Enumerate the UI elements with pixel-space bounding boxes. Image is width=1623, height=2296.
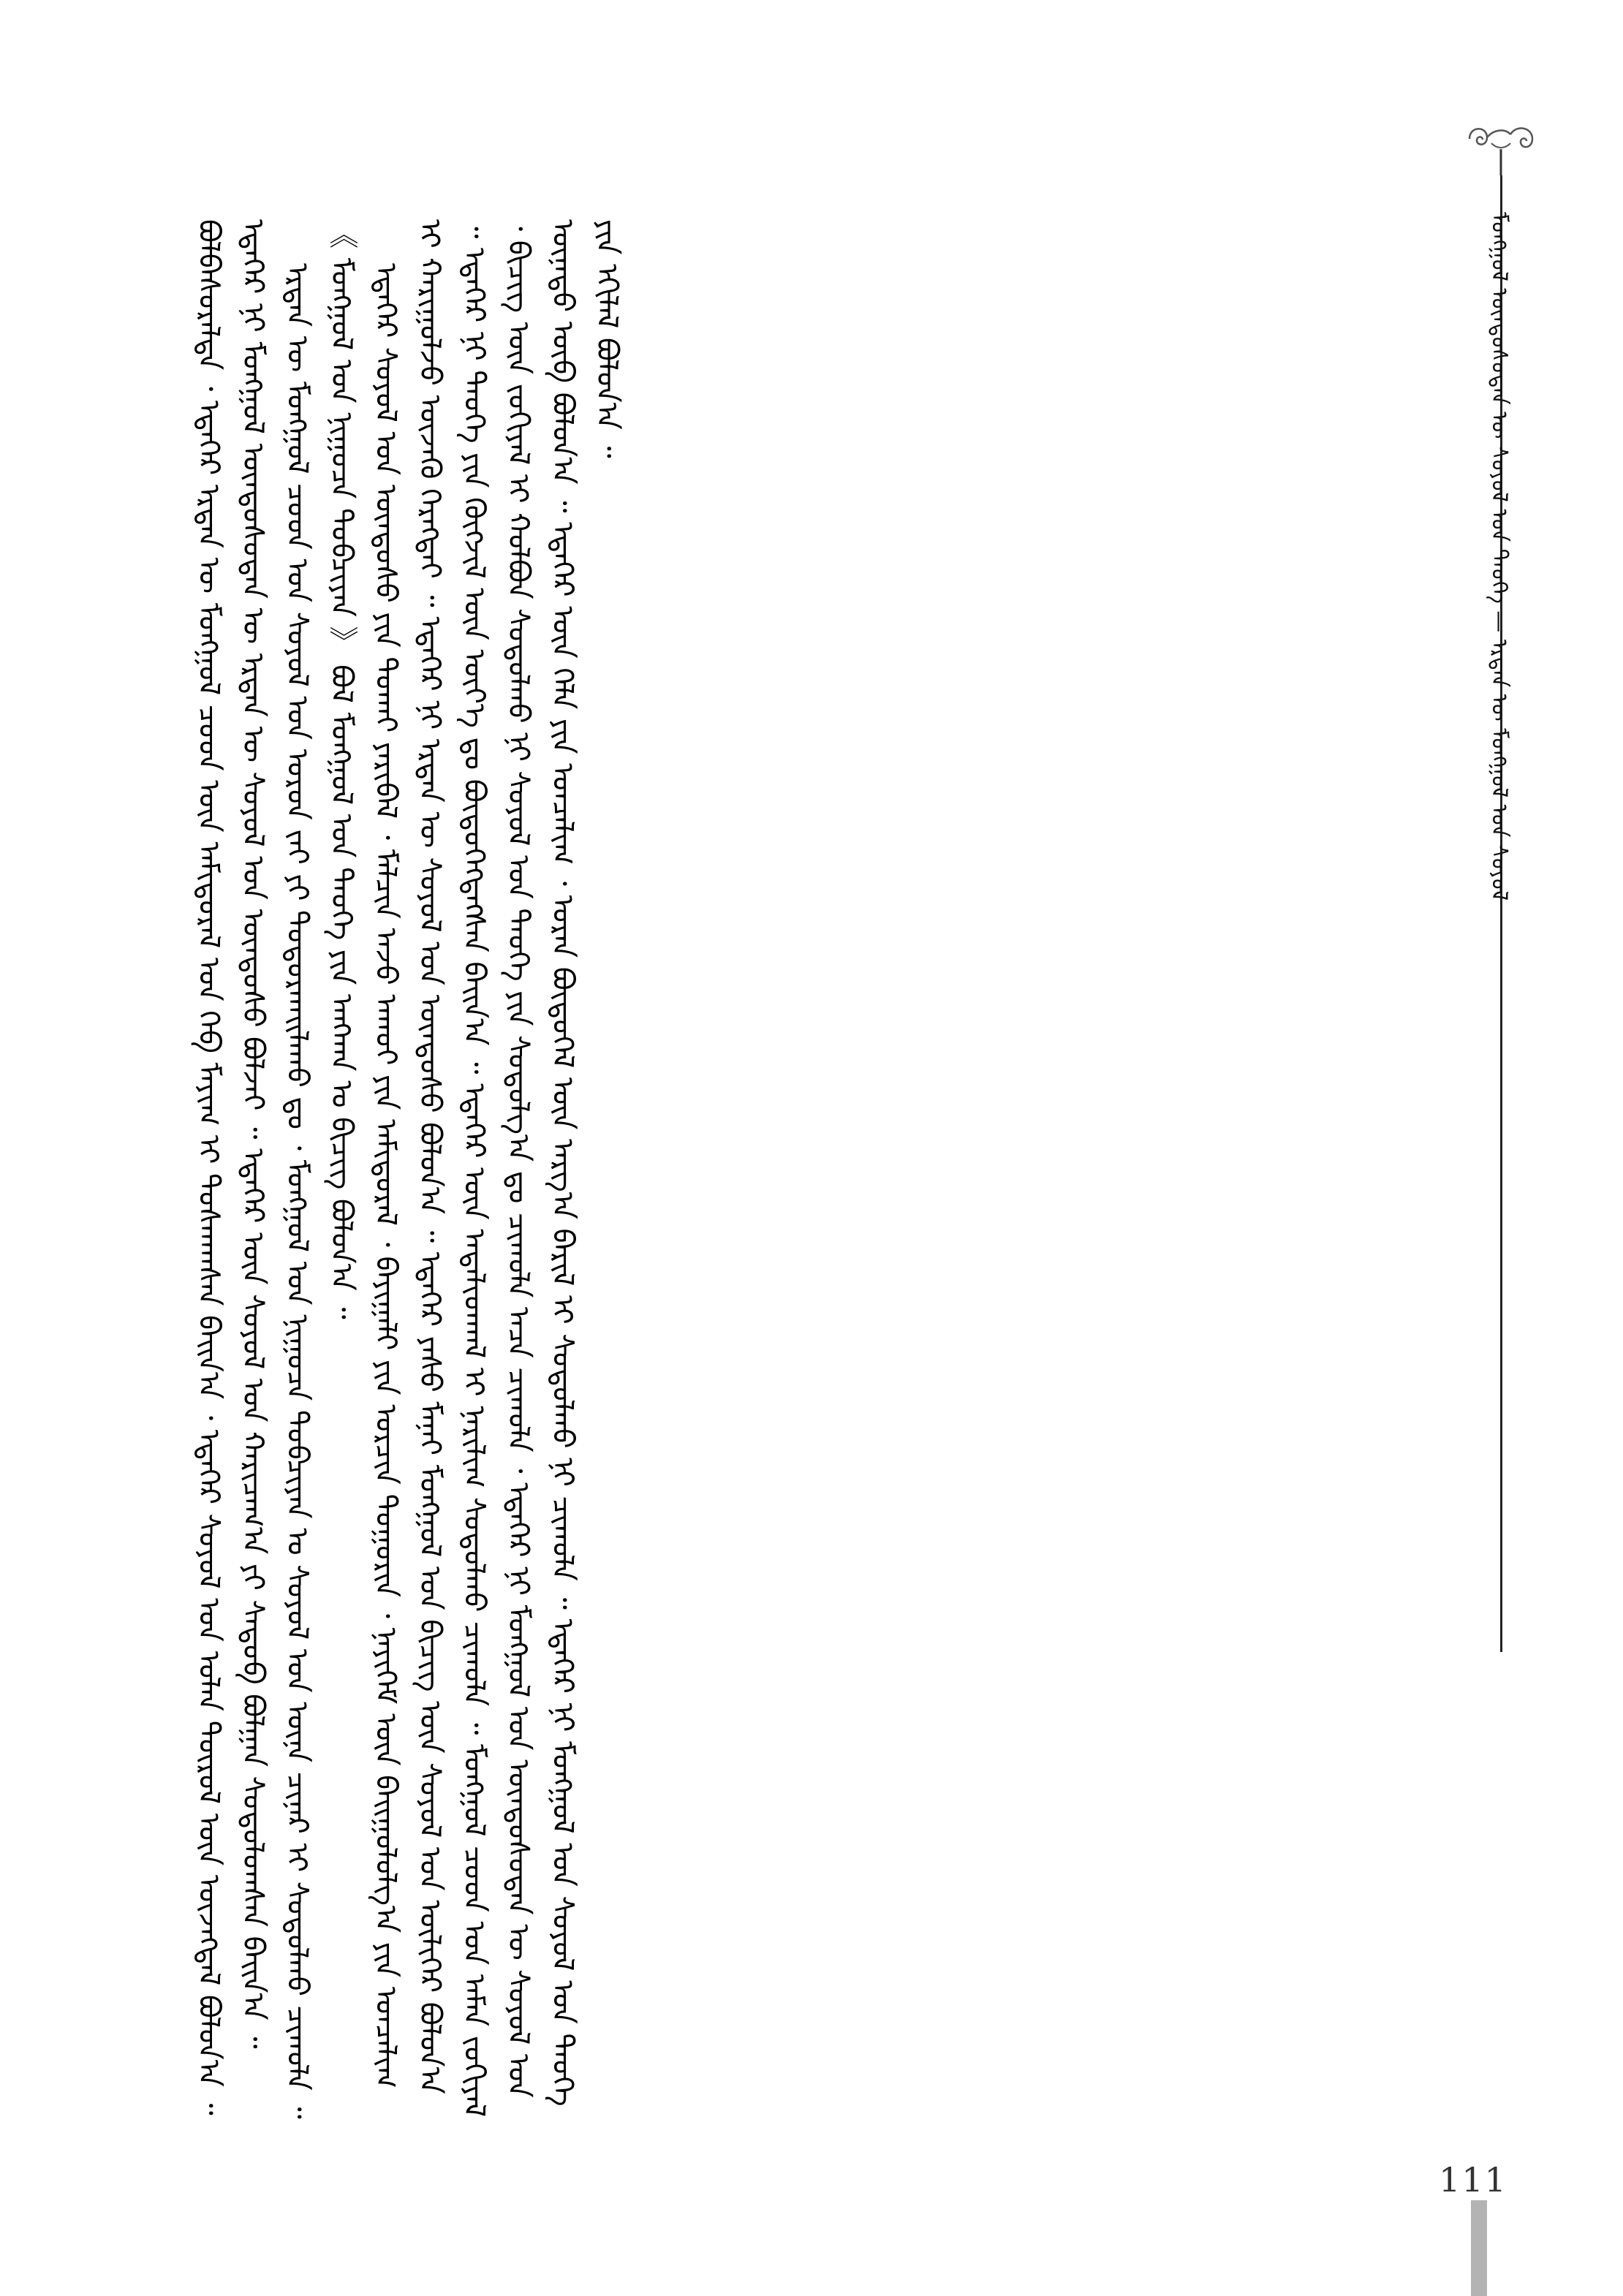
paragraph: ᠡᠳᠡᠭᠡᠷ ᠰᠣᠶᠣᠯ ᠤᠨ ᠦᠨᠳᠦᠰᠦ ᠶᠢᠨ ᠲᠤᠬᠠᠢ ᠶᠠᠷᠢᠪᠠᠯ ᠂ ᠮᠠᠯᠴᠢᠨ ᠠᠵᠤ ᠠᠬᠤᠢ ᠶᠢᠨ ᠠᠮᠢᠳᠤᠷᠠᠯ ᠂ ᠪᠠᠶᠢᠭᠠᠯᠢ ᠶᠢᠨ ᠣᠷᠴᠢᠨ ᠲᠣᠭᠣᠷᠢᠨ ᠂ ᠨᠡᠶᠢᠭᠡᠮ ᠦᠨ ᠪᠠᠢᠭᠤᠯᠤᠯᠭ᠎ᠠ ᠶᠢᠨ ᠣᠨᠴᠠᠯᠢᠭ ᠢ ᠬᠠᠷᠢᠭᠤᠯᠵᠤ ᠦᠵᠡᠬᠦ ᠬᠡᠷᠡᠭᠲᠡᠢ ᠃ ᠡᠳᠡᠭᠡᠷ ᠨᠢ ᠡᠷᠲᠡᠨ ᠦ ᠰᠣᠶᠣᠯ ᠤᠨ ᠦᠨᠳᠦᠰᠦ ᠪᠣᠯᠤᠨ᠎ᠠ ᠃ ᠡᠳᠡᠭᠡᠷ ᠶᠠᠰᠤ ᠮᠠᠨᠠᠢ ᠮᠣᠩᠭᠣᠯ ᠤᠨ ᠪᠢᠴᠢᠭ ᠦᠨ ᠰᠣᠶᠣᠯ ᠤᠨ ᠦᠯᠢᠭᠡᠷ ᠪᠣᠯᠤᠨ᠎ᠠ ᠃ ᠡᠳᠡᠭᠡᠷ ᠨᠢ ᠲᠡᠦᠬᠡ ᠶᠢᠨ ᠬᠥᠭᠵᠢᠯ ᠦᠨ ᠦᠶ᠎ᠡ ᠳᠤ ᠪᠦᠲᠦᠭᠡᠭᠳᠡᠭᠰᠡᠨ ᠪᠠᠢᠨ᠎ᠠ ᠃ ᠡᠳᠡᠭᠡᠷ ᠦᠨ ᠠᠳᠠᠯᠢᠳᠬᠠᠯ ᠢ ᠨᠠᠷᠢᠯᠢᠭ ᠰᠤᠳᠤᠯᠬᠤ ᠴᠢᠬᠤᠯᠠ ᠃ ᠮᠣᠩᠭᠣᠯ ᠴᠤᠳ ᠤᠨ ᠠᠮᠠᠨ ᠵᠣᠬᠢᠶᠠᠯ ᠂ ᠪᠢᠴᠢᠭ ᠦᠨ ᠵᠣᠬᠢᠶᠠᠯ ᠢ ᠬᠣᠯᠪᠣᠨ ᠰᠤᠳᠤᠯᠬᠤ ᠨᠢ ᠰᠣᠶᠣᠯ ᠤᠨ ᠲᠡᠦᠬᠡ ᠶᠢᠨ ᠰᠤᠳᠤᠯᠭ᠎ᠠ ᠳᠤ ᠴᠢᠬᠤᠯᠠ ᠠᠴᠠ ᠴᠢᠬᠤᠯᠠ ᠂ ᠡᠳᠡᠭᠡᠷ ᠨᠢ ᠮᠣᠩᠭᠣᠯ ᠤᠨ ᠦᠨᠳᠦᠰᠦᠲᠡᠨ ᠦ ᠰᠣᠶᠣᠯ ᠤᠨ ᠦᠨᠡᠲᠦ ᠥᠪ ᠪᠣᠯᠤᠨ᠎ᠠ ᠃ ᠡᠳᠡᠭᠡᠷ ᠦᠨ ᠬᠡᠯᠡ ᠶᠢᠨ ᠣᠨᠴᠠᠯᠢᠭ ᠂ ᠤᠷᠠᠨ ᠪᠦᠲᠦᠭᠡᠯ ᠦᠨ ᠠᠷᠭ᠎ᠠ ᠪᠠᠷᠢᠯ ᠢ ᠰᠤᠳᠤᠯᠬᠤ ᠨᠢ ᠴᠢᠬᠤᠯᠠ ᠃ ᠡᠳᠡᠭᠡᠷ ᠨᠢ ᠮᠣᠩᠭᠣᠯ ᠤᠨ ᠰᠣᠶᠣᠯ ᠤᠨ ᠲᠡᠦᠬᠡ ᠶᠢᠨ ᠡᠬᠢᠯᠡᠯ ᠪᠣᠯᠤᠨ᠎ᠠ ᠃	[368, 219, 624, 2118]
running-header: ᠮᠣᠩᠭᠣᠯ ᠦᠨᠳᠦᠰᠦᠲᠡᠨ ᠦ ᠰᠣᠶᠣᠯ ᠤᠨ ᠲᠡᠦᠬᠡ — ᠡᠷᠲᠡᠨ ᠦ ᠮᠣᠩᠭᠣᠯ ᠤᠨ ᠰᠣᠶᠣᠯ	[1486, 212, 1512, 901]
thumb-tab	[1471, 2200, 1487, 2296]
body-text-block	[186, 219, 1444, 2120]
page-number: 111	[1439, 2160, 1507, 2200]
paragraph: ᠡᠷᠲᠡᠨ ᠦ ᠮᠣᠩᠭᠣᠯ ᠴᠤᠳ ᠤᠨ ᠰᠣᠶᠣᠯ ᠤᠨ ᠣᠷᠣᠨ ᠵᠠᠢ ᠶᠢ ᠲᠣᠳᠤᠷᠬᠠᠢᠯᠠᠬᠤ ᠳᠤ ᠂ ᠮᠣᠩᠭᠣᠯ ᠤᠨ ᠨᠢᠭᠤᠴᠠ ᠲᠣᠪᠴᠢᠶᠠᠨ ᠤ ᠰᠣᠶᠣᠯ ᠤᠨ ᠦᠨᠡ ᠴᠢᠨᠠᠷ ᠢ ᠰᠤᠳᠤᠯᠬᠤ ᠴᠢᠬᠤᠯᠠ ᠃ 《 ᠮᠣᠩᠭᠣᠯ ᠤᠨ ᠨᠢᠭᠤᠴᠠ ᠲᠣᠪᠴᠢᠶᠠᠨ 》 ᠪᠣᠯ ᠮᠣᠩᠭᠣᠯ ᠤᠨ ᠲᠡᠦᠬᠡ ᠶᠢᠨ ᠠᠩᠬᠠᠨ ᠤ ᠪᠢᠴᠢᠭ ᠪᠣᠯᠤᠨ᠎ᠠ ᠃	[280, 219, 358, 2119]
header-ornament	[1462, 117, 1543, 175]
scroll-ornament-icon	[1462, 117, 1543, 175]
paragraph: ᠪᠣᠯᠪᠠᠰᠤᠷᠠᠯᠲᠠ ᠂ ᠡᠳᠡᠭᠡᠷ ᠡᠷᠲᠡᠨ ᠦ ᠮᠣᠩᠭᠣᠯ ᠴᠤᠳ ᠦᠨ ᠠᠮᠢᠳᠤᠷᠠᠯ ᠤᠨ ᠬᠡᠪ ᠮᠠᠶᠢᠭ ᠢ ᠲᠤᠰᠬᠠᠭᠰᠠᠨ ᠪᠠᠢᠨ᠎ᠠ ᠂ ᠡᠳᠡᠭᠡᠷ ᠰᠣᠶᠣᠯ ᠤᠨ ᠣᠯᠠᠨ ᠲᠥᠷᠥᠯ ᠦᠨ ᠦᠵᠡᠭᠳᠡᠯ ᠪᠣᠯᠤᠨ᠎ᠠ ᠃ ᠡᠳᠡᠭᠡᠷ ᠨᠢ ᠮᠣᠩᠭᠣᠯ ᠦᠨᠳᠦᠰᠦᠲᠡᠨ ᠦ ᠡᠷᠲᠡᠨ ᠦ ᠰᠣᠶᠣᠯ ᠤᠨ ᠦᠨᠳᠦᠰᠦ ᠪᠣᠯᠵᠠᠢ ᠃ ᠡᠳᠡᠭᠡᠷ ᠦᠨ ᠰᠣᠶᠣᠯ ᠤᠨ ᠬᠠᠷᠢᠴᠠᠭ᠎ᠠ ᠶᠢ ᠰᠡᠳᠦᠪ ᠪᠣᠯᠭᠠᠨ ᠰᠤᠳᠤᠯᠤᠭᠰᠠᠨ ᠪᠠᠢᠨ᠎ᠠ ᠃	[192, 219, 270, 2115]
